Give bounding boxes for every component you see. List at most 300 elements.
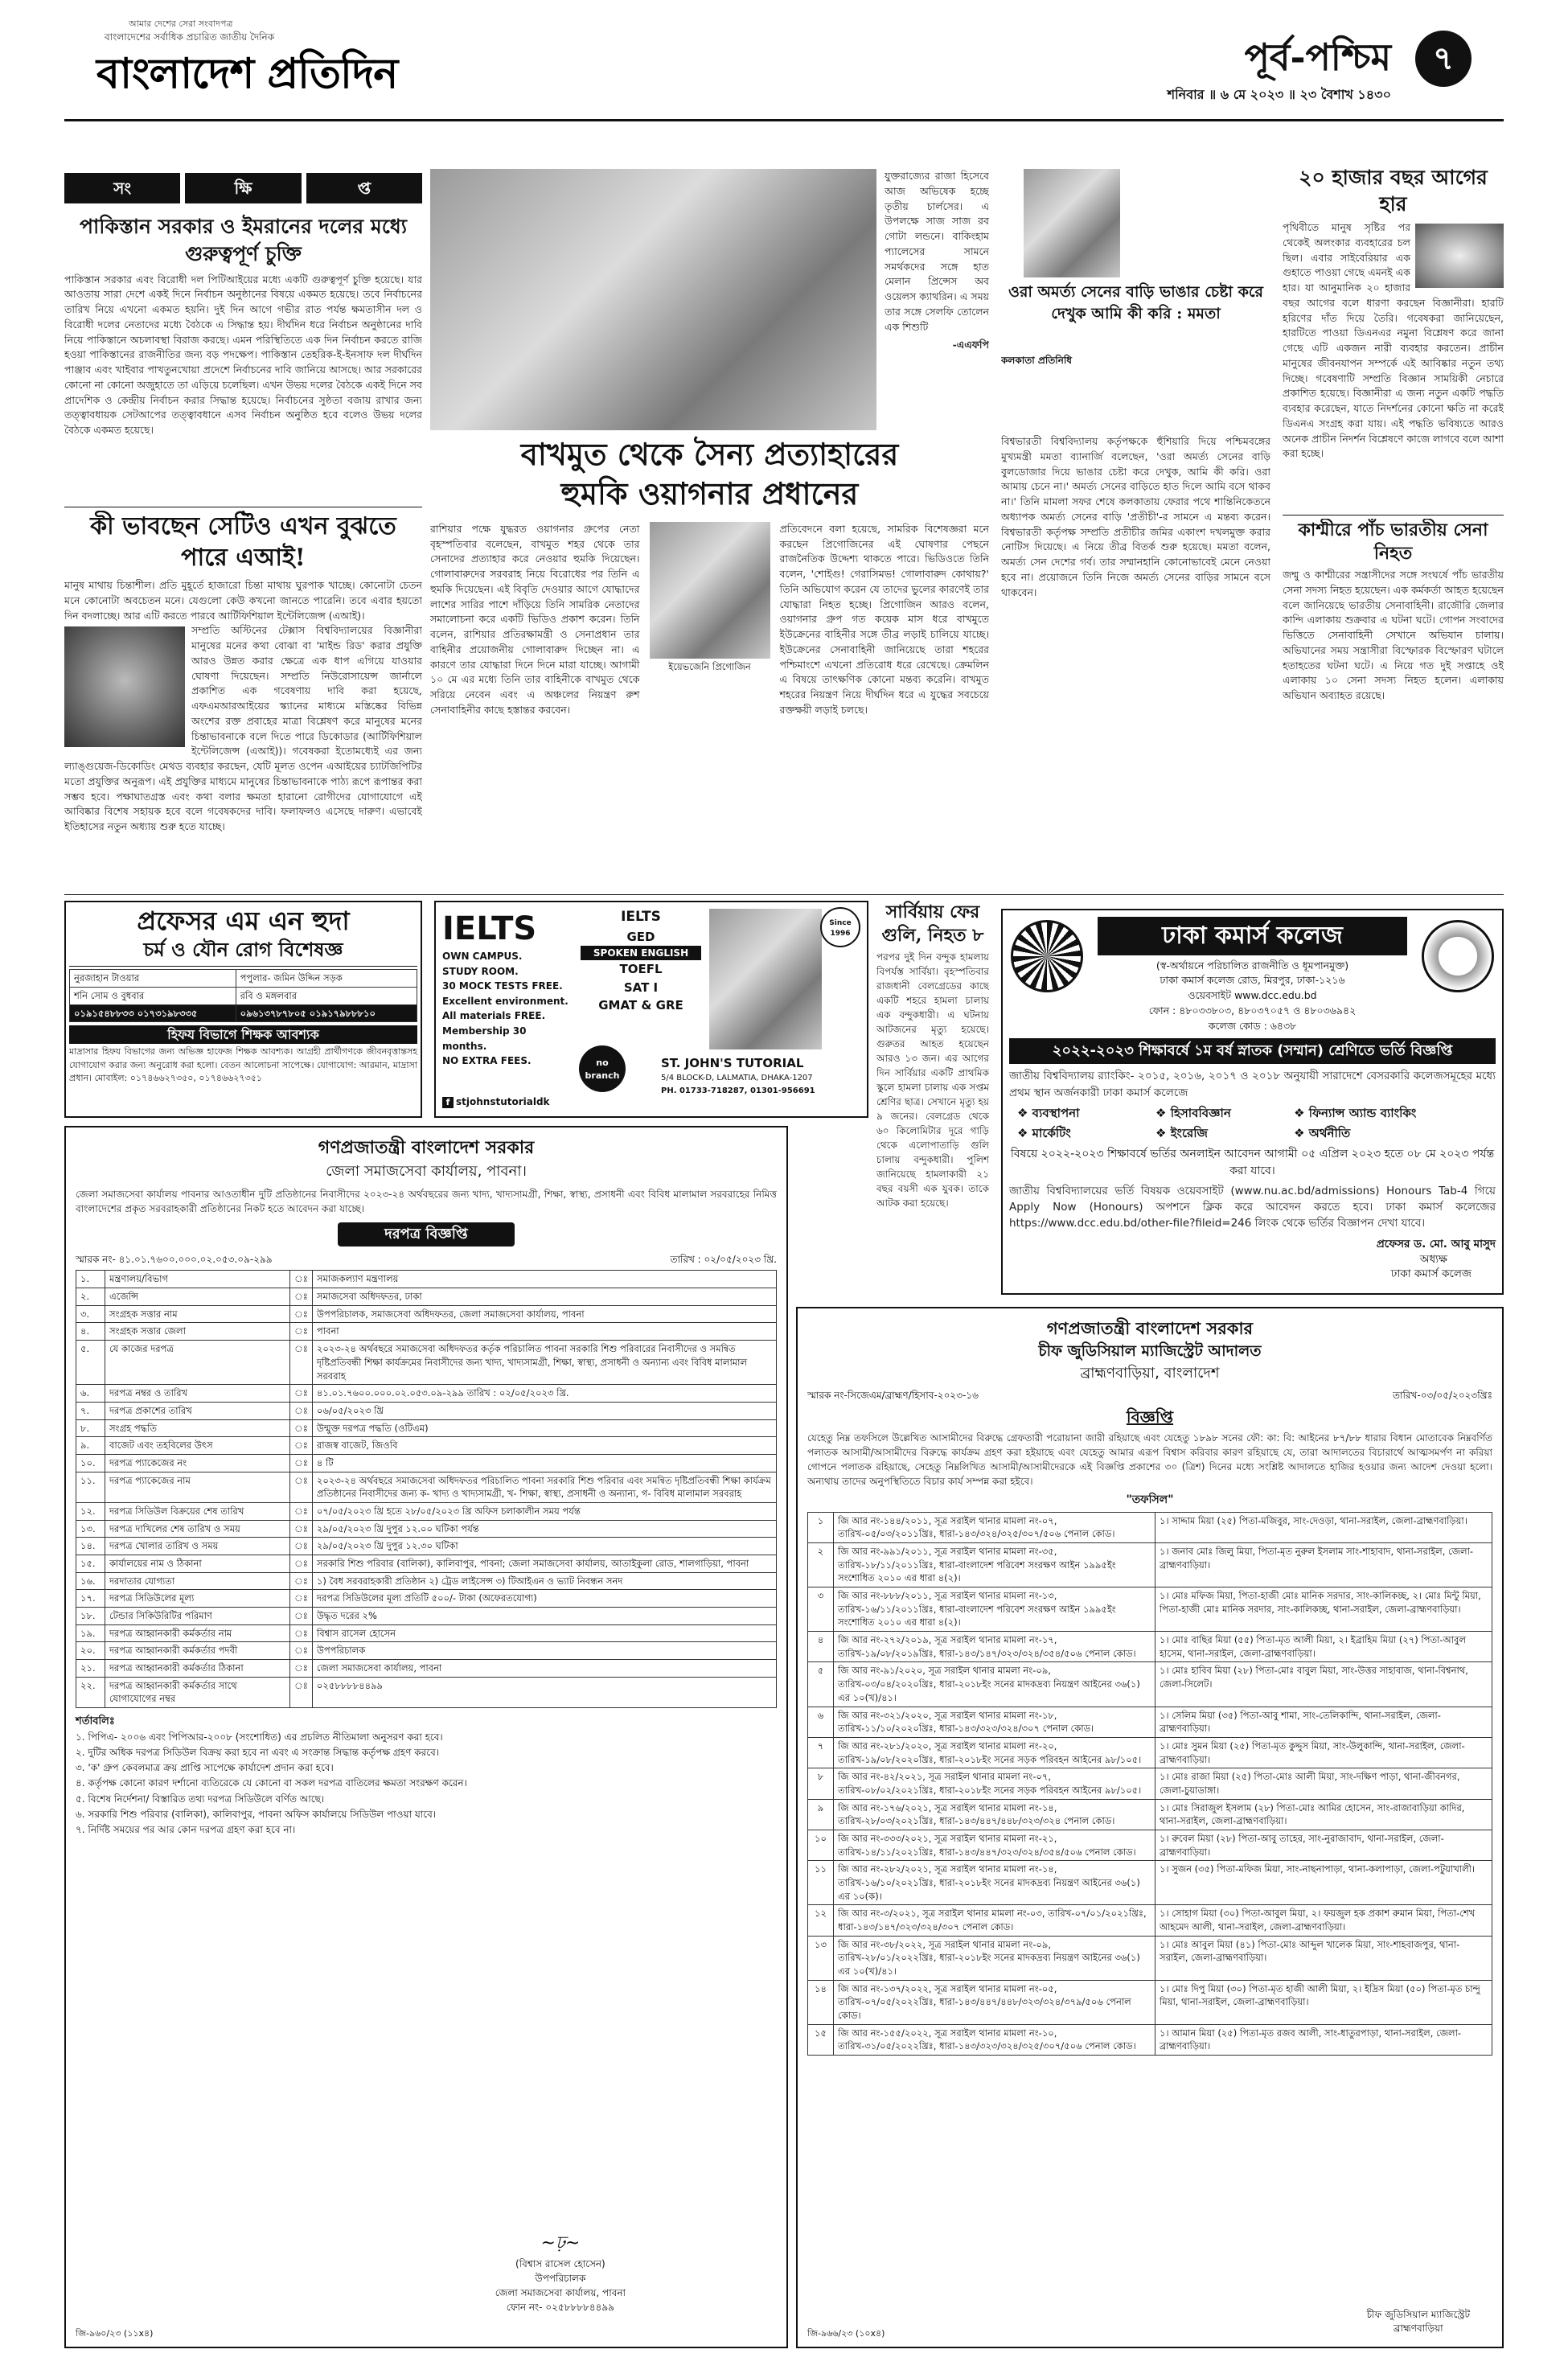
tender-row-no: ২. <box>76 1288 105 1306</box>
court-signer: চীফ জুডিসিয়াল ম্যাজিস্ট্রেট <box>1366 2309 1470 2321</box>
tender-row-value: রাজস্ব বাজেট, জিওবি <box>312 1437 776 1455</box>
dcc-para-2: বিষয়ে ২০২২-২০২৩ শিক্ষাবর্ষে ভর্তির অনলাইন আবেদন আগামী ০৫ এপ্রিল ২০২৩ হতে ০৮ মে ২০২৩ পর্যন্ত করা যাবে। <box>1010 1148 1495 1177</box>
dcc-logo <box>1011 920 1083 992</box>
court-row <box>808 1905 1492 1936</box>
ad-huda-title: প্রফেসর এম এন হুদা <box>137 906 350 936</box>
tender-row-no: ৬. <box>76 1385 105 1403</box>
court-row <box>808 1936 1492 1980</box>
tender-row-sep: ঃ <box>290 1341 313 1385</box>
tender-signer-name: (বিশ্বাস রাসেল হোসেন) <box>515 2258 605 2269</box>
tender-row-value: উপপরিচালক, সমাজসেবা অধিদফতর, জেলা সমাজসেবা কার্যালয়, পাবনা <box>312 1305 776 1323</box>
article-pakistan <box>64 213 422 504</box>
tender-table <box>76 1270 777 1707</box>
tender-condition: ৫. বিশেষ নির্দেশনা/ বিস্তারিত তথ্য দরপত্র সিডিউলে বর্ণিত আছে। <box>76 1793 325 1805</box>
body-kashmir: জম্মু ও কাশ্মীরের সন্ত্রাসীদের সঙ্গে সংঘর্ষে পাঁচ ভারতীয় সেনা সদস্য নিহত হয়েছেন। এক কর্মকর্তা আহত হয়েছেন বলে জানিয়েছে ভারতীয় সেনাবাহিনী। রাজৌরি জেলার কান্দি এলাকায় শুক্রবার এ ঘটনা ঘটে। গোপন সংবাদের ভিত্তিতে সেনাবাহিনী সেখানে অভিযান চালায়। অভিযানের সময় সন্ত্রাসীরা বিস্ফোরক বিস্ফোরণ ঘটালে হতাহতের ঘটনা ঘটে। এ নিয়ে গত দুই সপ্তাহে ওই এলাকায় ১০ সেনা সদস্য নিহত হলেন। এলাকায় অভিযান অব্যাহত রয়েছে। <box>1283 569 1504 702</box>
tender-row-value: ২০২৩-২৪ অর্থবছরে সমাজসেবা অধিদফতর কর্তৃক পরিচালিত পাবনা সরকারি শিশু পরিবারের নিবাসীদের ও সমন্বিত দৃষ্টিপ্রতিবন্ধী শিক্ষা কার্যক্রমের নিবাসীদের জন্য খাদ্য, খাদ্যসামগ্রী, শিক্ষা, স্বাস্থ্য, প্রসাধনী ও অন্যান্য এবং বিবিধ মালামাল সরবরাহ <box>312 1341 776 1385</box>
court-row-no: ১৫ <box>808 2024 834 2055</box>
court-row-no: ১১ <box>808 1861 834 1905</box>
prigozhin-photo <box>650 522 770 659</box>
court-row <box>808 1543 1492 1587</box>
tender-row-value: উপপরিচালক <box>312 1642 776 1660</box>
court-row-accused: ১। মোঃ সিরাজুল ইসলাম (২৮) পিতা-মোঃ আমির হোসেন, সাং-রাজাবাড়িয়া কাদির, থানা-সরাইল, জেলা-ব্রাহ্মণবাড়িয়া। <box>1155 1799 1492 1830</box>
headline-serbia[interactable]: সার্বিয়ায় ফের গুলি, নিহত ৮ <box>881 902 984 946</box>
tender-row-sep: ঃ <box>290 1502 313 1520</box>
tender-row-key: দরপত্র সিডিউলের মূল্য <box>105 1590 290 1608</box>
tender-row-no: ২০. <box>76 1642 105 1660</box>
court-row <box>808 1830 1492 1860</box>
tender-row-value: সমাজসেবা অধিদফতর, ঢাকা <box>312 1288 776 1306</box>
dcc-sub-5: কলেজ কোড : ৬৪৩৮ <box>1208 1019 1297 1032</box>
court-row <box>808 1512 1492 1542</box>
article-ai <box>64 511 422 889</box>
newspaper-logo[interactable]: বাংলাদেশ প্রতিদিন <box>96 49 398 98</box>
tender-conditions-title: শর্তাবলিঃ <box>76 1715 115 1727</box>
mamata-byline: কলকাতা প্রতিনিধি <box>1001 355 1073 366</box>
sankshipta-bar <box>64 173 422 203</box>
tender-row-no: ১৫. <box>76 1555 105 1572</box>
course-item: IELTS <box>621 909 661 925</box>
feature-item: OWN CAMPUS. <box>442 951 523 962</box>
ad-huda-phone-4[interactable]: ০১৯১৭৯৮৮৮১০ <box>309 1007 376 1019</box>
tender-row <box>76 1555 777 1572</box>
court-row <box>808 1980 1492 2024</box>
ad-huda-phone-2[interactable]: ০১৭৩১৯৮৩৩৫ <box>137 1007 198 1019</box>
course-item: SAT I <box>623 980 659 995</box>
tender-row-sep: ঃ <box>290 1624 313 1642</box>
court-row-accused: ১। সোহাগ মিয়া (৩০) পিতা-আবুল মিয়া, ২। ফয়জুল হক প্রকাশ রুমান মিয়া, পিতা-শেখ আহমেদ আলী, থানা-সরাইল, জেলা-ব্রাহ্মণবাড়িয়া। <box>1155 1905 1492 1936</box>
tender-row-value: বিশ্বাস রাসেল হোসেন <box>312 1624 776 1642</box>
tender-row-key: দরপত্র প্রকাশের তারিখ <box>105 1402 290 1419</box>
subject-label: ব্যবস্থাপনা <box>1032 1105 1080 1120</box>
course-item: SPOKEN ENGLISH <box>581 946 701 960</box>
body-pakistan: পাকিস্তান সরকার এবং বিরোধী দল পিটিআইয়ের মধ্যে একটি গুরুত্বপূর্ণ চুক্তি হয়েছে। যার আওতায় সারা দেশে একই দিনে নির্বাচন অনুষ্ঠানের বিষয়ে একমত হয়েছে। তবে নির্বাচনের তারিখ নিয়ে এখনো একমত হয়নি। দুই দিন আগে গভীর রাত পর্যন্ত ক্ষমতাসীন দল ও বিরোধী দলের নেতাদের মধ্যে বৈঠকে এ সিদ্ধান্ত হয়। দীর্ঘদিন ধরে নির্বাচন অনুষ্ঠানের দাবি নিয়ে পাকিস্তানে অচলাবস্থা বিরাজ করছে। এমন পরিস্থিতিতে এক দিন নির্বাচন করতে রাজি হওয়া পাকিস্তানের রাজনীতির জন্য বড় পদক্ষেপ। পাকিস্তান তেহরিক-ই-ইনসাফ দল দীর্ঘদিন পাঞ্জাব এবং খাইবার পাখতুনখোয়া প্রদেশে নির্বাচনের দাবি জানিয়ে আসছে। আর সরকারের কোনো না কোনো অজুহাতে তা এড়িয়ে চলেছিল। এখন উভয় দলের বৈঠকে একই দিনে সব প্রাদেশিক ও কেন্দ্রীয় নির্বাচন করার সিদ্ধান্ত হয়েছে। নির্বাচনের সুষ্ঠতা বজায় রাখার জন্য তত্ত্বাবধায়ক সেটআপের তত্ত্বাবধানে এসব নির্বাচন অনুষ্ঠিত হবে বলেও উভয় দলের বৈঠকে একমত হয়েছে। <box>64 273 422 436</box>
sankshipta-letter: সং <box>64 173 180 203</box>
ad-ielts[interactable] <box>434 901 868 1118</box>
tender-row-sep: ঃ <box>290 1677 313 1707</box>
tender-row <box>76 1323 777 1341</box>
subject-label: মার্কেটিং <box>1032 1125 1071 1140</box>
tender-row-value: ৪১.০১.৭৬০০.০০০.০২.০৫৩.০৯-২৯৯ তারিখ : ০২/০৫/২০২৩ খ্রি. <box>312 1385 776 1403</box>
tender-row-key: যে কাজের দরপত্র <box>105 1341 290 1385</box>
tender-signer-phone: ফোন নং- ০২৫৮৮৮৮৪৪৯৯ <box>506 2302 615 2313</box>
tender-memo-date: তারিখ : ০২/০৫/২০২৩ খ্রি. <box>670 1254 777 1266</box>
section-title: পূর্ব-পশ্চিম <box>1244 35 1391 79</box>
court-row-no: ৩ <box>808 1587 834 1632</box>
court-row <box>808 2024 1492 2055</box>
court-intro: যেহেতু নিম্ন তফসিলে উল্লেখিত আসামীদের বিরুদ্ধে গ্রেফতারী পরোয়ানা জারী রহিয়াছে এবং যেহেতু ১৮৯৮ সনের ফৌ: কা: বি: আইনের ৮৭/৮৮ ধারার বিধান মোতাবেক নিম্নবর্ণিত পলাতক আসামী/আসামীদের বিরুদ্ধে কার্যক্রম গ্রহণ করা হইয়াছে এবং যেহেতু আমার এরূপ বিশ্বাস করিবার কারণ রহিয়াছে যে, তারা আদালতের বিচারার্থে আত্মসমর্পণ না করিয়া গোপনে পলাতক রহিয়াছে, সেহেতু নিম্নলিখিত আসামী/আসামীদেরকে এই বিজ্ঞপ্তি প্রকাশের ৩০ (ত্রিশ) দিনের মধ্যে সংশ্লিষ্ট আদালতে হাজির হওয়ার জন্য আদেশ দেওয়া হলো। অন্যথায় তাদের অনুপস্থিতিতে বিচার কার্য সম্পন্ন করা হইবে। <box>807 1432 1492 1488</box>
subject-item: ❖ অর্থনীতি <box>1294 1125 1351 1140</box>
tender-row-no: ৩. <box>76 1305 105 1323</box>
court-row-no: ১০ <box>808 1830 834 1860</box>
court-row-case: জি আর নং-৩২১/২০২০, সূত্র সরাইল থানার মামলা নং-১৮, তারিখ-১১/১০/২০২০খ্রিঃ, ধারা-১৪৩/৩২৩/৩২৪/৩০৭ পেনাল কোড। <box>834 1707 1155 1737</box>
court-row-no: ১৩ <box>808 1936 834 1980</box>
tender-row-sep: ঃ <box>290 1385 313 1403</box>
prigozhin-caption: ইয়েভজেনি প্রিগোজিন <box>668 660 751 672</box>
article-serbia <box>876 901 989 1351</box>
tender-row-sep: ঃ <box>290 1659 313 1677</box>
tender-row-no: ৭. <box>76 1402 105 1419</box>
tender-row-sep: ঃ <box>290 1642 313 1660</box>
tender-row-value: দরপত্র সিডিউলের মূল্য প্রতিটি ৫০০/- টাকা (অফেরতযোগ্য) <box>312 1590 776 1608</box>
dcc-title: ঢাকা কমার্স কলেজ <box>1098 917 1407 955</box>
court-row-case: জি আর নং-৯১/২০২০, সূত্র সরাইল থানার মামলা নং-০৯, তারিখ-০৩/০৪/২০২০খ্রিঃ, ধারা-২০১৮ইং সনের মাদকদ্রব্য নিয়ন্ত্রণ আইনের ৩৬(১) এর ১০(খ)/৪১। <box>834 1662 1155 1707</box>
tender-row-key: দরপত্র প্যাকেজের নং <box>105 1454 290 1472</box>
headline-pakistan[interactable]: পাকিস্তান সরকার ও ইমরানের দলের মধ্যে গুরুত্বপূর্ণ চুক্তি <box>79 215 408 265</box>
tender-row-no: ১৮. <box>76 1607 105 1624</box>
court-title: বিজ্ঞপ্তি <box>1126 1407 1174 1427</box>
ad-huda-phone-1[interactable]: ০১৯১৫৪৮৮৩৩ <box>74 1007 134 1019</box>
tender-row-key: মন্ত্রণালয়/বিভাগ <box>105 1271 290 1288</box>
tender-row-key: দরপত্র খোলার তারিখ ও সময় <box>105 1538 290 1555</box>
body-ai-1: মানুষ মাথায় চিন্তাশীল। প্রতি মুহূর্তে হাজারো চিন্তা মাথায় ঘুরপাক খাচ্ছে। কোনোটা চেতন মনে কোনোটা অবচেতন মনে। যেগুলো কেউ কখনো জানতে পারেনি। তবে এবার হয়তো দিন বদলাচ্ছে। আর এটি করতে পারবে আর্টিফিশিয়াল ইন্টেলিজেন্স (এআই)। <box>64 579 422 622</box>
tooth-pendant-image <box>1415 224 1504 288</box>
tender-row-no: ১১. <box>76 1472 105 1502</box>
dcc-signer-org: ঢাকা কমার্স কলেজ <box>1390 1267 1472 1281</box>
article-kashmir <box>1283 519 1504 889</box>
court-signer-place: ব্রাহ্মণবাড়িয়া <box>1393 2323 1443 2335</box>
court-row-accused: ১। আমান মিয়া (২৫) পিতা-মৃত রজব আলী, সাং-ধাতুরপাড়া, থানা-সরাইল, জেলা-ব্রাহ্মণবাড়িয়া। <box>1155 2024 1492 2055</box>
tender-row-sep: ঃ <box>290 1402 313 1419</box>
subject-label: ইংরেজি <box>1170 1125 1208 1140</box>
court-row-no: ১২ <box>808 1905 834 1936</box>
feature-item: 30 MOCK TESTS FREE. <box>442 980 563 992</box>
signature-image: ~ঢ়~ <box>540 2233 581 2253</box>
tender-condition: ১. পিপিএ- ২০০৬ এবং পিপিআর-২০০৮ (সংশোধিত) এর প্রচলিত নীতিমালা অনুসরণ করা হবে। <box>76 1731 443 1743</box>
tender-row-no: ১৭. <box>76 1590 105 1608</box>
facebook-icon: f <box>442 1097 454 1108</box>
tender-row <box>76 1402 777 1419</box>
court-gov: গণপ্রজাতন্ত্রী বাংলাদেশ সরকার <box>1046 1319 1254 1338</box>
body-ai-2: সম্প্রতি অস্টিনের টেক্সাস বিশ্ববিদ্যালয়ের বিজ্ঞানীরা মানুষের মনের কথা বোঝা বা 'মাইন্ড রিড' করার প্রযুক্তি আরও উন্নত করার ক্ষেত্রে এক ধাপ এগিয়ে যাওয়ার ঘোষণা দিয়েছেন। সম্প্রতি নিউরোসায়েন্স জার্নালে প্রকাশিত এক গবেষণায় দাবি করা হয়েছে, এফএমআরআইয়ের স্ক্যানের মাধ্যমে মস্তিষ্কের বিভিন্ন অংশের রক্ত প্রবাহের মাত্রা বিশ্লেষণ করে মানুষের মনের চিন্তাভাবনাকে বলে দিতে পারে ডিকোডার (আর্টিফিশিয়াল ইন্টেলিজেন্স (এআই))। গবেষকরা ইতোমধ্যেই এর জন্য ল্যাঙ্গুয়েজ-ডিকোডিং মেথড ব্যবহার করছেন, যেটি মূলত ওপেন এআইয়ের চ্যাটজিপিটির মতো প্রযুক্তির অনুরূপ। এই প্রযুক্তির মাধ্যমে মানুষের চিন্তাভাবনাকে পাঠ্য রূপে রূপান্তর করা সম্ভব হবে। পক্ষাঘাতগ্রস্ত এবং কথা বলার ক্ষমতা হারানো রোগীদের যোগাযোগে এই আবিষ্কার বিশেষ সহায়ক হবে বলে গবেষকদের দাবি। ফলাফলও এসেছে দারুণ। এভাবেই ইতিহাসের নতুন অধ্যায় শুরু হতে যাচ্ছে। <box>64 624 422 832</box>
since-badge: Since 1996 <box>820 907 860 947</box>
court-row <box>808 1768 1492 1799</box>
coronation-photo <box>430 169 876 430</box>
tender-row <box>76 1590 777 1608</box>
subject-item: ❖ ব্যবস্থাপনা <box>1017 1105 1080 1120</box>
no-branch-badge: no branch <box>579 1045 626 1092</box>
ai-head-illustration <box>64 626 185 747</box>
tender-row-sep: ঃ <box>290 1590 313 1608</box>
tender-row-value: ২৯/০৫/২০২৩ খ্রি দুপুর ১২.৩০ ঘটিকা <box>312 1538 776 1555</box>
tender-row-key: বাজেট এবং তহবিলের উৎস <box>105 1437 290 1455</box>
tender-row <box>76 1472 777 1502</box>
tender-row-value: ৪ টি <box>312 1454 776 1472</box>
tender-title: দরপত্র বিজ্ঞপ্তি <box>338 1222 515 1247</box>
dcc-sub-1: (স্ব-অর্থায়নে পরিচালিত রাজনীতি ও ধূমপানমুক্ত) <box>1155 959 1349 971</box>
course-item: GED <box>626 929 655 944</box>
tender-row-key: দরপত্র আহ্বানকারী কর্মকর্তার ঠিকানা <box>105 1659 290 1677</box>
tender-memo: স্মারক নং- ৪১.০১.৭৬০০.০০০.০২.০৫৩.০৯-২৯৯ <box>76 1254 273 1266</box>
tender-row <box>76 1538 777 1555</box>
court-row-case: জি আর নং-৩/২০২১, সূত্র সরাইল থানার মামলা নং-০৩, তারিখ-০৭/০১/২০২১খ্রিঃ, ধারা-১৪৩/১৪৭/৩২৩/৩২৪/৩০৭ পেনাল কোড। <box>834 1905 1155 1936</box>
tender-row-key: সংগ্রহক সত্তার জেলা <box>105 1323 290 1341</box>
tender-row-value: ২৯/০৫/২০২৩ খ্রি দুপুর ১২.০০ ঘটিকা পর্যন্ত <box>312 1520 776 1538</box>
tender-row <box>76 1454 777 1472</box>
court-row-case: জি আর নং-২৮২/২০২১, সূত্র সরাইল থানার মামলা নং-১৪, তারিখ-১৬/১০/২০২১খ্রিঃ, ধারা-২০১৮ইং সনের মাদকদ্রব্য নিয়ন্ত্রণ আইনের ৩৬(১) এর ১০(ক)। <box>834 1861 1155 1905</box>
logo-tagline: আমার দেশের সেরা সংবাদপত্র <box>129 18 233 29</box>
court-row-accused: ১। সাদ্দাম মিয়া (২৫) পিতা-মজিবুর, সাং-দেওড়া, থানা-সরাইল, জেলা-ব্রাহ্মণবাড়িয়া। <box>1155 1512 1492 1542</box>
subject-label: অর্থনীতি <box>1308 1125 1351 1140</box>
court-memo: স্মারক নং-সিজেএম/ব্রাহ্মণ/হিসাব-২০২৩-১৬ <box>807 1390 979 1402</box>
tender-row-key: সংগ্রহ পদ্ধতি <box>105 1419 290 1437</box>
court-row-accused: ১। সুজন (৩৫) পিতা-মফিজ মিয়া, সাং-নাছনাপাড়া, থানা-কলাপাড়া, জেলা-পটুয়াখালী। <box>1155 1861 1492 1905</box>
tender-row <box>76 1520 777 1538</box>
body-bakhmut-col1: রাশিয়ার পক্ষে যুদ্ধরত ওয়াগনার গ্রুপের নেতা বৃহস্পতিবার বলেছেন, বাখমুত শহর থেকে তার সেনাদের প্রত্যাহার করে নেওয়ার হুমকি দিয়েছেন। গোলাবারুদের সরবরাহ নিয়ে বিরোধের পর তিনি এ হুমকি দিয়েছেন। এই বিবৃতি দেওয়ার আগে যোদ্ধাদের লাশের সারির পাশে দাঁড়িয়ে তিনি সামরিক নেতাদের সমালোচনা করে একটি ভিডিও প্রকাশ করেন। তিনি বলেন, রাশিয়ার প্রতিরক্ষামন্ত্রী ও সেনাপ্রধান তার বাহিনীর প্রয়োজনীয় গোলাবারুদ দিচ্ছেন না। এ কারণে তার যোদ্ধারা দিনে দিনে মারা যাচ্ছে। আগামী ১০ মে এর মধ্যে তিনি তার বাহিনীকে বাখমুত থেকে সরিয়ে নেবেন এবং এ অঞ্চলের নিয়ন্ত্রণ রুশ সেনাবাহিনীর কাছে হস্তান্তর করবেন। <box>430 522 640 716</box>
court-row-case: জি আর নং-৩৮/২০২২, সূত্র সরাইল থানার মামলা নং-০৯, তারিখ-২৮/০১/২০২২খ্রিঃ, ধারা-২০১৮ইং সনের মাদকদ্রব্য নিয়ন্ত্রণ আইনের ৩৬(১) এর ১০(খ)/৪১। <box>834 1936 1155 1980</box>
tender-row-value: পাবনা <box>312 1323 776 1341</box>
tender-row <box>76 1607 777 1624</box>
tender-row-sep: ঃ <box>290 1472 313 1502</box>
logo-subtitle: বাংলাদেশের সর্বাধিক প্রচারিত জাতীয় দৈনিক <box>105 31 275 43</box>
tender-row-key: সংগ্রহক সত্তার নাম <box>105 1305 290 1323</box>
ielts-facebook[interactable] <box>442 1095 550 1109</box>
ielts-features <box>442 949 571 1069</box>
court-notice[interactable] <box>796 1307 1504 2348</box>
ad-huda-days-2: রবি ও মঙ্গলবার <box>236 987 417 1004</box>
tender-row-no: ৫. <box>76 1341 105 1385</box>
page-number-badge: ৭ <box>1415 31 1472 87</box>
feature-item: All materials FREE. <box>442 1010 546 1022</box>
tender-row-value: ০৭/০৫/২০২৩ খ্রি হতে ২৮/০৫/২০২৩ খ্রি অফিস চলাকালীন সময় পর্যন্ত <box>312 1502 776 1520</box>
court-table <box>807 1512 1492 2056</box>
tender-row-value: ০৬/০৫/২০২৩ খ্রি <box>312 1402 776 1419</box>
court-row-no: ৪ <box>808 1632 834 1662</box>
tender-gov: গণপ্রজাতন্ত্রী বাংলাদেশ সরকার <box>318 1138 535 1158</box>
tender-row-key: দরপত্র সিডিউল বিক্রয়ের শেষ তারিখ <box>105 1502 290 1520</box>
court-row-no: ২ <box>808 1543 834 1587</box>
tender-row-no: ১২. <box>76 1502 105 1520</box>
court-row-no: ১৪ <box>808 1980 834 2024</box>
tender-row <box>76 1642 777 1660</box>
ad-hifz-title: হিফয বিভাগে শিক্ষক আবশ্যক <box>69 1025 417 1044</box>
dcc-subjects <box>1017 1105 1488 1143</box>
ad-huda-phone-3[interactable]: ০৯৬১৩৭৮৭৮০৫ <box>240 1007 306 1019</box>
tender-code: জি-৯৬০/২৩ (১১x৪) <box>76 2328 154 2339</box>
tender-row-key: দরদাতার যোগ্যতা <box>105 1572 290 1590</box>
dcc-banner: ২০২২-২০২৩ শিক্ষাবর্ষে ১ম বর্ষ স্নাতক (সম্মান) শ্রেণিতে ভর্তি বিজ্ঞপ্তি <box>1009 1038 1496 1064</box>
subject-label: ফিন্যান্স অ্যান্ড ব্যাংকিং <box>1308 1105 1417 1120</box>
court-row-accused: ১। মোঃ রাজা মিয়া (২৫) পিতা-মোঃ আলী মিয়া, সাং-দক্ষিণ পাড়া, থানা-জীবনগর, জেলা-চুয়াডাঙ্গা। <box>1155 1768 1492 1799</box>
headline-twenty-k[interactable]: ২০ হাজার বছর আগের হার <box>1299 166 1488 216</box>
tender-row <box>76 1659 777 1677</box>
court-row-no: ৫ <box>808 1662 834 1707</box>
court-row <box>808 1799 1492 1830</box>
court-row-accused: ১। মোঃ মফিজ মিয়া, পিতা-হাজী মোঃ মানিক সরদার, সাং-কালিকচ্ছ, ২। মোঃ মিন্টু মিয়া, পিতা-হাজী মোঃ মানিক সরদার, সাং-কালিকচ্ছ, থানা-সরাইল, জেলা-ব্রাহ্মণবাড়িয়া। <box>1155 1587 1492 1632</box>
court-row <box>808 1587 1492 1632</box>
tender-row-value: ১) বৈধ সরবরাহকারী প্রতিষ্ঠান ২) ট্রেড লাইসেন্স ৩) টিআইএন ও ভ্যাট নিবন্ধন সনদ <box>312 1572 776 1590</box>
tender-row-no: ২১. <box>76 1659 105 1677</box>
tender-row-key: দরপত্র আহ্বানকারী কর্মকর্তার নাম <box>105 1624 290 1642</box>
court-row-case: জি আর নং-২৮১/২০২০, সূত্র সরাইল থানার মামলা নং-২০, তারিখ-১৯/০৮/২০২০খ্রিঃ, ধারা-২০১৮ইং সনের সড়ক পরিবহন আইনের ৯৮/১০৫। <box>834 1737 1155 1768</box>
feature-item: Membership 30 months. <box>442 1025 527 1052</box>
tender-row-no: ১০. <box>76 1454 105 1472</box>
tender-row-no: ২২. <box>76 1677 105 1707</box>
headline-mamata[interactable]: ওরা অমর্ত্য সেনের বাড়ি ভাঙার চেষ্টা করে দেখুক আমি কী করি : মমতা <box>1008 283 1263 322</box>
headline-bakhmut-line2: হুমকি ওয়াগনার প্রধানের <box>560 475 859 512</box>
course-item: GMAT & GRE <box>598 998 683 1012</box>
tender-row-key: এজেন্সি <box>105 1288 290 1306</box>
tender-row-sep: ঃ <box>290 1305 313 1323</box>
body-twenty-k: পৃথিবীতে মানুষ সৃষ্টির পর থেকেই অলংকার ব্যবহারের চল ছিল। এবার সাইবেরিয়ার এক গুহাতে পাওয়া গেছে এমনই এক হার। যা আনুমানিক ২০ হাজার বছর আগের বলে ধারণা করছেন বিজ্ঞানীরা। হারটি হরিণের দাঁত দিয়ে তৈরি। গবেষকরা জানিয়েছেন, হারটিতে পাওয়া ডিএনএর নমুনা বিশ্লেষণ করে জানা গেছে এটি একজন নারী ব্যবহার করতেন। প্রাচীন মানুষের জীবনযাপন সম্পর্কে এই আবিষ্কার নতুন তথ্য দিচ্ছে। গবেষণাটি সম্প্রতি বিজ্ঞান সাময়িকী নেচারে প্রকাশিত হয়েছে। বিজ্ঞানীরা এ জন্য নতুন একটি পদ্ধতি ব্যবহার করেছেন, যাতে নিদর্শনের কোনো ক্ষতি না করেই ডিএনএ সংগ্রহ করা যায়। এই পদ্ধতি ভবিষ্যতে আরও অনেক প্রাচীন নিদর্শন বিশ্লেষণে কাজে লাগবে বলে আশা করা হচ্ছে। <box>1283 221 1504 460</box>
subject-item: ❖ ফিন্যান্স অ্যান্ড ব্যাংকিং <box>1294 1105 1417 1120</box>
court-row <box>808 1632 1492 1662</box>
court-row-accused: ১। সেলিম মিয়া (৩৫) পিতা-আবু শামা, সাং-তেলিকান্দি, থানা-সরাইল, জেলা-ব্রাহ্মণবাড়িয়া। <box>1155 1707 1492 1737</box>
tender-notice[interactable] <box>64 1126 788 2348</box>
article-mamata-head <box>1001 281 1270 354</box>
headline-ai[interactable]: কী ভাবছেন সেটিও এখন বুঝতে পারে এআই! <box>90 512 396 572</box>
tender-row-sep: ঃ <box>290 1323 313 1341</box>
tender-row <box>76 1419 777 1437</box>
court-row-accused: ১। মোঃ সুমন মিয়া (২৫) পিতা-মৃত কুদ্দুস মিয়া, সাং-উলুকান্দি, থানা-সরাইল, জেলা-ব্রাহ্মণবাড়িয়া। <box>1155 1737 1492 1768</box>
course-item: TOEFL <box>619 962 663 976</box>
tender-row <box>76 1271 777 1288</box>
ad-huda-schedule <box>69 969 417 1022</box>
dcc-sub-4: ফোন : ৪৮০৩৩৮০৩, ৪৮০৩৭০৫৭ ও ৪৮০৩৬৯৪২ <box>1148 1004 1357 1017</box>
subject-label: হিসাববিজ্ঞান <box>1170 1105 1231 1120</box>
tender-row-key: দরপত্র আহ্বানকারী কর্মকর্তার সাথে যোগাযোগের নম্বর <box>105 1677 290 1707</box>
ielts-brand: ST. JOHN'S TUTORIAL <box>661 1056 804 1070</box>
sankshipta-letter: প্ত <box>306 173 422 203</box>
court-row-accused: ১। জনাব মোঃ জিলু মিয়া, পিতা-মৃত নুরুল ইসলাম সাং-শাহাবাদ, থানা-সরাইল, জেলা-ব্রাহ্মণবাড়িয়া। <box>1155 1543 1492 1587</box>
body-serbia: পরপর দুই দিন বন্দুক হামলায় বিপর্যস্ত সার্বিয়া। বৃহস্পতিবার রাজধানী বেলগ্রেডের কাছে একটি শহরে হামলা চালায় এক বন্দুকধারী। এ ঘটনায় আটজনের মৃত্যু হয়েছে। গুরুতর আহত হয়েছেন আরও ১৩ জন। এর আগের দিন সার্বিয়ার একটি প্রাথমিক স্কুলে হামলা চালায় এক সপ্তম শ্রেণির ছাত্র। সেখানে মৃত্যু হয় ৯ জনের। বেলগ্রেড থেকে ৬০ কিলোমিটার দূরে গাড়ি থেকে এলোপাতাড়ি গুলি চালায় বন্দুকধারী। পুলিশ জানিয়েছে হামলাকারী ২১ বছর বয়সী এক যুবক। তাকে আটক করা হয়েছে। <box>876 951 989 1210</box>
tender-signer-office: জেলা সমাজসেবা কার্যালয়, পাবনা <box>495 2287 626 2298</box>
ad-dhaka-commerce-college[interactable] <box>1001 909 1504 1295</box>
article-bakhmut <box>430 434 989 893</box>
tender-intro: জেলা সমাজসেবা কার্যালয় পাবনার আওতাধীন দুটি প্রতিষ্ঠানের নিবাসীদের ২০২৩-২৪ অর্থবছরের জন্য খাদ্য, খাদ্যসামগ্রী, শিক্ষা, স্বাস্থ্য, প্রসাধনী এবং বিবিধ মালামাল সরবরাহের নিমিত্ত বাংলাদেশের প্রকৃত সরবরাহকারী প্রতিষ্ঠানের নিকট হতে আবেদন করা যাচ্ছে। <box>76 1188 777 1214</box>
tender-row-value: সমাজকল্যাণ মন্ত্রণালয় <box>312 1271 776 1288</box>
ielts-phone[interactable]: PH. 01733-718287, 01301-956691 <box>661 1086 815 1095</box>
issue-date: শনিবার ॥ ৬ মে ২০২৩ ॥ ২৩ বৈশাখ ১৪৩০ <box>1167 87 1391 102</box>
caption-credit: -এএফপি <box>952 339 989 351</box>
headline-bakhmut-line1: বাখমুত থেকে সৈন্য প্রত্যাহারের <box>520 436 899 472</box>
court-row <box>808 1662 1492 1707</box>
ielts-courses <box>581 907 701 1015</box>
court-row-case: জি আর নং-৮৮৮/২০১১, সূত্র সরাইল থানার মামলা নং-১৩, তারিখ-১৬/১১/২০১১খ্রিঃ, ধারা-বাংলাদেশ পরিবেশ সংরক্ষণ আইন ১৯৯৫ইং সংশোধিত ২০১০ এর ধারা ৪(২)। <box>834 1587 1155 1632</box>
tender-row-value: সরকারি শিশু পরিবার (বালিকা), কালিবাপুর, পাবনা; জেলা সমাজসেবা কার্যালয়, আতাইকুলা রোড, শালগাড়িয়া, পাবনা <box>312 1555 776 1572</box>
tender-row-sep: ঃ <box>290 1607 313 1624</box>
tender-row <box>76 1305 777 1323</box>
court-row-accused: ১। মোঃ আবুল মিয়া (৪১) পিতা-মোঃ আব্দুল খালেক মিয়া, সাং-শাহবাজপুর, থানা-সরাইল, জেলা-ব্রাহ্মণবাড়িয়া। <box>1155 1936 1492 1980</box>
tender-row <box>76 1341 777 1385</box>
tender-condition: ৭. নির্দিষ্ট সময়ের পর আর কোন দরপত্র গ্রহণ করা হবে না। <box>76 1823 296 1835</box>
subject-item: ❖ হিসাববিজ্ঞান <box>1155 1105 1231 1120</box>
tender-row-sep: ঃ <box>290 1538 313 1555</box>
tender-row <box>76 1624 777 1642</box>
court-row-case: জি আর নং-১৪৪/২০১১, সূত্র সরাইল থানার মামলা নং-০৭, তারিখ-০৫/০৩/২০১১খ্রিঃ, ধারা-১৪৩/৩২৪/৩২৫/৩০৭/৫০৬ পেনাল কোড। <box>834 1512 1155 1542</box>
court-row-case: জি আর নং-১৫৫/২০২২, সূত্র সরাইল থানার মামলা নং-১০, তারিখ-৩১/০৫/২০২২খ্রিঃ, ধারা-১৪৩/৩২৩/৩২৪/৩২৫/৩০৭/৫০৬ পেনাল কোড। <box>834 2024 1155 2055</box>
ad-hifz-body: মাদ্রাসার হিফয বিভাগের জন্য অভিজ্ঞ হাফেজ শিক্ষক আবশ্যক। আগ্রহী প্রার্থীগণকে জীবনবৃত্তান্তসহ যোগাযোগ করার জন্য অনুরোধ করা হলো। বেতন আলোচনা সাপেক্ষে। যোগাযোগ: আরমান, মাদ্রাসা প্রধান। মোবাইল: ০১৭৪৬৬২৭৩৫০, ০১৭৪৬৬২৭৩৫১ <box>69 1046 417 1084</box>
dcc-signer-role: অধ্যক্ষ <box>1419 1252 1447 1266</box>
ielts-address: 5/4 BLOCK-D, LALMATIA, DHAKA-1207 <box>661 1074 813 1082</box>
court-row-no: ৬ <box>808 1707 834 1737</box>
tender-row-sep: ঃ <box>290 1520 313 1538</box>
ielts-big: IELTS <box>442 910 537 947</box>
tender-row-sep: ঃ <box>290 1419 313 1437</box>
ad-huda-chamber-1: নুরজাহান টাওয়ার <box>70 970 236 988</box>
tender-row-sep: ঃ <box>290 1454 313 1472</box>
ad-prof-huda[interactable] <box>64 901 422 1118</box>
dcc-sub-3[interactable]: ওয়েবসাইট www.dcc.edu.bd <box>1188 989 1317 1001</box>
tender-row-sep: ঃ <box>290 1437 313 1455</box>
tender-row-key: কার্যালয়ের নাম ও ঠিকানা <box>105 1555 290 1572</box>
dcc-para-1: জাতীয় বিশ্ববিদ্যালয় র‍্যাংকিং- ২০১৫, ২০১৬, ২০১৭ ও ২০১৮ অনুযায়ী সারাদেশে বেসরকারি কলেজসমূহের মধ্যে প্রথম স্থান অর্জনকারী ঢাকা কমার্স কলেজে <box>1009 1070 1496 1099</box>
court-row-case: জি আর নং-১৭৬/২০২১, সূত্র সরাইল থানার মামলা নং-১৪, তারিখ-২৮/০৩/২০২১খ্রিঃ, ধারা-১৪৩/৪৪৭/৪৪৮/৩২৩/৩২৪ পেনাল কোড। <box>834 1799 1155 1830</box>
tender-row <box>76 1385 777 1403</box>
feature-item: NO EXTRA FEES. <box>442 1055 532 1067</box>
caption-text: যুক্তরাজ্যের রাজা হিসেবে আজ অভিষেক হচ্ছে তৃতীয় চার্লসের। এ উপলক্ষে সাজ সাজ রব গোটা লন্ডনে। বাকিংহাম প্যালেসের সামনে সমর্থকদের সঙ্গে হাত মেলান প্রিন্সেস অব ওয়েলস ক্যাথরিন। এ সময় তার সঙ্গে সেলফি তোলেন এক শিশুটি <box>885 170 989 333</box>
court-row-no: ৮ <box>808 1768 834 1799</box>
court-row-no: ৭ <box>808 1737 834 1768</box>
court-row-case: জি আর নং-৩৩৩/২০২১, সূত্র সরাইল থানার মামলা নং-২১, তারিখ-১৪/১১/২০২১খ্রিঃ, ধারা-১৪৩/৪৪৭/৩২৩/৩২৪/৩৫৪/৫০৬ পেনাল কোড। <box>834 1830 1155 1860</box>
tender-row-key: দরপত্র প্যাকেজের নাম <box>105 1472 290 1502</box>
court-row <box>808 1737 1492 1768</box>
tender-row-no: ৯. <box>76 1437 105 1455</box>
tender-row <box>76 1572 777 1590</box>
tender-office: জেলা সমাজসেবা কার্যালয়, পাবনা। <box>326 1162 527 1180</box>
tender-row-no: ১৩. <box>76 1520 105 1538</box>
court-row-case: জি আর নং-৪২/২০২১, সূত্র সরাইল থানার মামলা নং-০৭, তারিখ-০৮/০২/২০২১খ্রিঃ, ধারা-২০১৮ইং সনের সড়ক পরিবহন আইনের ৯৮/১০৫। <box>834 1768 1155 1799</box>
tender-row-value: জেলা সমাজসেবা কার্যালয়, পাবনা <box>312 1659 776 1677</box>
body-mamata: বিশ্বভারতী বিশ্ববিদ্যালয় কর্তৃপক্ষকে হুঁশিয়ারি দিয়ে পশ্চিমবঙ্গের মুখ্যমন্ত্রী মমতা ব্যানার্জি বলেছেন, 'ওরা অমর্ত্য সেনের বাড়ি বুলডোজার দিয়ে ভাঙার চেষ্টা করে দেখুক, আমি কী করি। ওরা আমায় চেনে না।' অমর্ত্য সেনের বাড়িতে হাত দিলে আমি বসে থাকব না।' তিনি মামলা সফর শেষে কলকাতায় ফেরার পথে শান্তিনিকেতনে অধ্যাপক অমর্ত্য সেনের বাড়ি 'প্রতীচী'-র সামনে এ মন্তব্য করেন। বিশ্বভারতী কর্তৃপক্ষ সম্প্রতি প্রতীচীর জমির একাংশ দখলমুক্ত করার নোটিস দিয়েছে। এ নিয়ে তীব্র বিতর্ক শুরু হয়েছে। মমতা বলেন, অমর্ত্য সেন দেশের গর্ব। তার সম্মানহানি কোনোভাবেই মেনে নেওয়া হবে না। প্রয়োজনে তিনি নিজে অমর্ত্য সেনের বাড়ির সামনে বসে থাকবেন। <box>1001 435 1270 598</box>
court-row-accused: ১। মোঃ দিপু মিয়া (৩০) পিতা-মৃত হাজী আলী মিয়া, ২। ইদ্রিস মিয়া (৫০) পিতা-মৃত চান্দু মিয়া, থানা-সরাইল, জেলা-ব্রাহ্মণবাড়িয়া। <box>1155 1980 1492 2024</box>
dcc-emblem <box>1422 920 1494 992</box>
tender-condition: ২. দুটির অধিক দরপত্র সিডিউল বিক্রয় করা হবে না এবং এ সংক্রান্ত সিদ্ধান্ত কর্তৃপক্ষ গ্রহণ করবে। <box>76 1746 440 1758</box>
court-row-accused: ১। রুবেল মিয়া (২৮) পিতা-আবু তাহের, সাং-নুরাজাবাদ, থানা-সরাইল, জেলা-ব্রাহ্মণবাড়িয়া। <box>1155 1830 1492 1860</box>
tender-signer-role: উপপরিচালক <box>535 2273 586 2284</box>
tender-condition: ৪. কর্তৃপক্ষ কোনো কারণ দর্শানো ব্যতিরেকে যে কোনো বা সকল দরপত্র বাতিলের ক্ষমতা সংরক্ষণ করেন। <box>76 1777 467 1789</box>
headline-bakhmut[interactable] <box>430 434 989 514</box>
tender-row-key: টেন্ডার সিকিউরিটির পরিমাণ <box>105 1607 290 1624</box>
feature-item: Excellent environment. <box>442 995 569 1007</box>
court-row <box>808 1707 1492 1737</box>
ielts-student-photo <box>709 909 822 1049</box>
ad-huda-subtitle: চর্ম ও যৌন রোগ বিশেষজ্ঞ <box>69 936 417 967</box>
tender-row-sep: ঃ <box>290 1572 313 1590</box>
tender-row-no: ১৪. <box>76 1538 105 1555</box>
court-row <box>808 1861 1492 1905</box>
court-memo-date: তারিখ-০৩/০৫/২০২৩খ্রিঃ <box>1393 1390 1492 1402</box>
tender-row-sep: ঃ <box>290 1271 313 1288</box>
tender-row-no: ১. <box>76 1271 105 1288</box>
court-row-case: জি আর নং-১৩৭/২০২২, সূত্র সরাইল থানার মামলা নং-০৫, তারিখ-০৭/০৫/২০২২খ্রিঃ, ধারা-১৪৩/৪৪৭/৪৪৮/৩২৩/৩২৪/৩৭৯/৫০৬ পেনাল কোড। <box>834 1980 1155 2024</box>
dcc-para-3: জাতীয় বিশ্ববিদ্যালয়ের ভর্তি বিষয়ক ওয়েবসাইট (www.nu.ac.bd/admissions) Honours Tab-4 গিয়ে Apply Now (Honours) অপশনে ক্লিক করে আবেদন করতে হবে। ঢাকা কমার্স কলেজের https://www.dcc.edu.bd/other-file?fileid=246 লিংক থেকে ভর্তির বিজ্ঞাপন দেখা যাবে। <box>1009 1184 1496 1230</box>
court-row-accused: ১। মোঃ হাবিব মিয়া (২৮) পিতা-মোঃ বাবুল মিয়া, সাং-উত্তর সাহাবাজ, থানা-বিশ্বনাথ, জেলা-সিলেট। <box>1155 1662 1492 1707</box>
body-bakhmut-col2: প্রতিবেদনে বলা হয়েছে, সামরিক বিশেষজ্ঞরা মনে করছেন প্রিগোজিনের এই ঘোষণার পেছনে রাজনৈতিক উদ্দেশ্য থাকতে পারে। ভিডিওতে তিনি বলেন, 'শোইগু! গেরাসিমভ! গোলাবারুদ কোথায়?' তিনি অভিযোগ করেন যে তাদের ভুলের কারণেই তার যোদ্ধারা নিহত হচ্ছে। প্রিগোজিন আরও বলেন, ওয়াগনার গ্রুপ গত কয়েক মাস ধরে বাখমুতে ইউক্রেনের বাহিনীর সঙ্গে তীব্র লড়াই চালিয়ে যাচ্ছে। ইউক্রেনের সেনাবাহিনী জানিয়েছে তারা শহরের পশ্চিমাংশে এখনো প্রতিরোধ ধরে রেখেছে। ক্রেমলিন এ বিষয়ে তাৎক্ষণিক কোনো মন্তব্য করেনি। বাখমুত শহরের নিয়ন্ত্রণ নিয়ে দীর্ঘদিন ধরে এ যুদ্ধের সবচেয়ে রক্তক্ষয়ী লড়াই চলছে। <box>779 522 989 716</box>
masthead <box>64 16 1504 113</box>
dcc-sub-2: ঢাকা কমার্স কলেজ রোড, মিরপুর, ঢাকা-১২১৬ <box>1160 974 1345 987</box>
court-code: জি-৯৬৬/২৩ (১০x৪) <box>807 2328 885 2339</box>
ad-huda-days-1: শনি সোম ও বুধবার <box>70 987 236 1004</box>
tender-row <box>76 1502 777 1520</box>
court-row-no: ১ <box>808 1512 834 1542</box>
court-place: ব্রাহ্মণবাড়িয়া, বাংলাদেশ <box>1080 1364 1220 1382</box>
facebook-handle: stjohnstutorialdk <box>456 1096 550 1107</box>
tender-row-no: ৪. <box>76 1323 105 1341</box>
sankshipta-letter: ক্ষি <box>185 173 301 203</box>
tender-row <box>76 1437 777 1455</box>
headline-kashmir[interactable]: কাশ্মীরে পাঁচ ভারতীয় সেনা নিহত <box>1298 520 1488 564</box>
tender-row <box>76 1677 777 1707</box>
feature-item: STUDY ROOM. <box>442 965 519 977</box>
tender-row-value: ২০২৩-২৪ অর্থবছরে সমাজসেবা অধিদফতর পরিচালিত পাবনা সরকারি শিশু পরিবার এবং সমন্বিত দৃষ্টিপ্রতিবন্ধী শিক্ষা কার্যক্রম প্রতিষ্ঠানের নিবাসীদের জন্য ক- খাদ্য ও খাদ্যসামগ্রী, খ- শিক্ষা, স্বাস্থ্য, প্রসাধনী ও অন্যান্য, গ- বিবিধ মালামাল সরবরাহ <box>312 1472 776 1502</box>
mamata-photo <box>1024 169 1120 277</box>
tender-condition: ৬. সরকারি শিশু পরিবার (বালিকা), কালিবাপুর, পাবনা অফিস কার্যালয়ে সিডিউল পাওয়া যাবে। <box>76 1808 437 1820</box>
photo-caption <box>885 169 989 430</box>
tender-row-sep: ঃ <box>290 1288 313 1306</box>
tender-condition: ৩. 'ক' গ্রুপ কেবলমাত্র ক্রয় প্রাপ্তি সাপেক্ষে কার্যাদেশ প্রদান করা হবে। <box>76 1762 334 1774</box>
court-row-case: জি আর নং-২৭২/২০১৯, সূত্র সরাইল থানার মামলা নং-১৭, তারিখ-১৯/০৮/২০১৯খ্রিঃ, ধারা-১৪৩/১৪৭/৩২৩/৩২৪/৩৫৪/৫০৬ পেনাল কোড। <box>834 1632 1155 1662</box>
tender-row-key: দরপত্র দাখিলের শেষ তারিখ ও সময় <box>105 1520 290 1538</box>
